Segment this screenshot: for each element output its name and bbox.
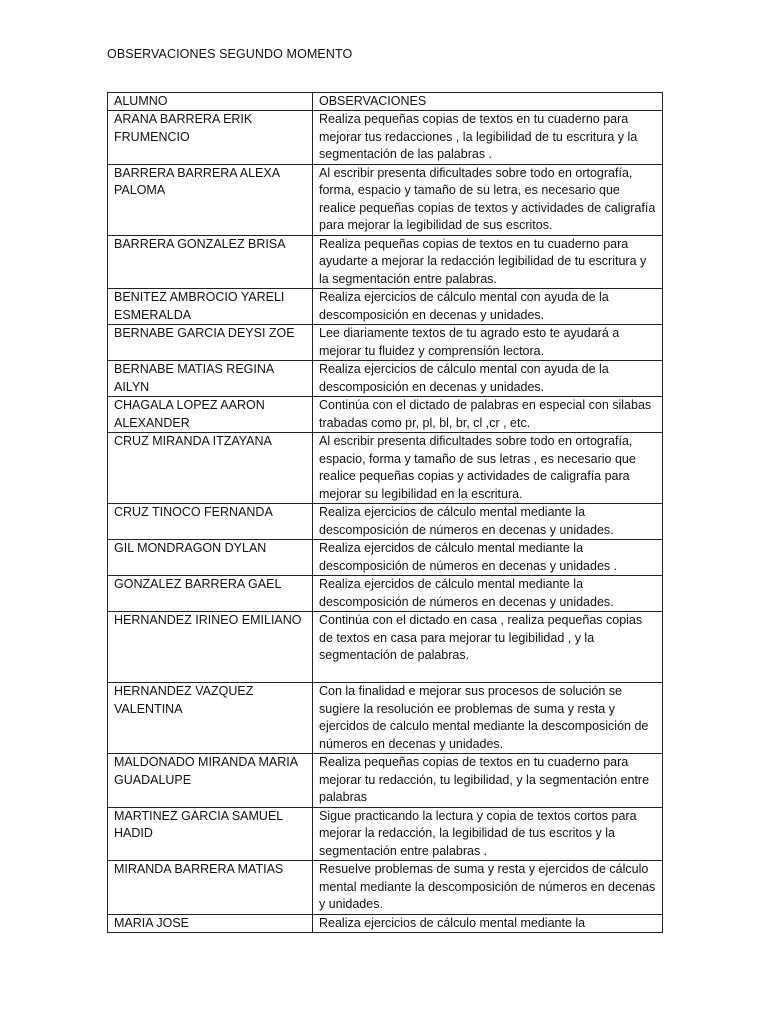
table-row <box>108 361 663 397</box>
table-row <box>108 754 663 808</box>
student-name: BARRERA GONZALEZ BRISA <box>108 235 313 289</box>
student-name: MARTINEZ GARCIA SAMUEL HADID <box>108 807 313 861</box>
observation-text: Resuelve problemas de suma y resta y ejercidos de cálculo mental mediante la descomposición de números en decenas y unidades. <box>313 861 663 915</box>
observation-text: Al escribir presenta dificultades sobre todo en ortografía, forma, espacio y tamaño de su letra, es necesario que realice pequeñas copias de textos y actividades de caligrafía para mejorar la legibilidad de sus escritos. <box>313 164 663 235</box>
observation-text: Realiza pequeñas copias de textos en tu cuaderno para mejorar tus redacciones , la legibilidad de tu escritura y la segmentación de las palabras . <box>313 111 663 165</box>
observation-text: Al escribir presenta dificultades sobre todo en ortografía, espacio, forma y tamaño de sus letras , es necesario que realice pequeñas copias y actividades de caligrafía para mejorar su legibilidad en la escritura. <box>313 433 663 504</box>
student-name: CHAGALA LOPEZ AARON ALEXANDER <box>108 397 313 433</box>
table-row <box>108 504 663 540</box>
table-row <box>108 289 663 325</box>
table-row <box>108 540 663 576</box>
table-row <box>108 914 663 933</box>
table-row <box>108 576 663 612</box>
student-name: GONZALEZ BARRERA GAEL <box>108 576 313 612</box>
observation-text: Realiza ejercicios de cálculo mental mediante la <box>313 914 663 933</box>
observation-text: Realiza ejercicios de cálculo mental con ayuda de la descomposición en decenas y unidades. <box>313 289 663 325</box>
table-row <box>108 683 663 754</box>
student-name: BERNABE GARCIA DEYSI ZOE <box>108 325 313 361</box>
student-name: CRUZ TINOCO FERNANDA <box>108 504 313 540</box>
observation-text: Realiza pequeñas copias de textos en tu cuaderno para mejorar tu redacción, tu legibilidad, y la segmentación entre palabras <box>313 754 663 808</box>
student-name: BENITEZ AMBROCIO YARELI ESMERALDA <box>108 289 313 325</box>
observation-text: Realiza ejercicios de cálculo mental mediante la descomposición de números en decenas y unidades. <box>313 504 663 540</box>
table-row <box>108 111 663 165</box>
table-header-row <box>108 93 663 111</box>
observation-text: Continúa con el dictado de palabras en especial con silabas trabadas como pr, pl, bl, br, cl ,cr , etc. <box>313 397 663 433</box>
observation-text: Realiza ejercidos de cálculo mental mediante la descomposición de números en decenas y unidades. <box>313 576 663 612</box>
table-row <box>108 164 663 235</box>
column-header-alumno: ALUMNO <box>108 93 313 111</box>
student-name: HERNANDEZ VAZQUEZ VALENTINA <box>108 683 313 754</box>
student-name: ARANA BARRERA ERIK FRUMENCIO <box>108 111 313 165</box>
observations-table <box>107 92 663 933</box>
column-header-observaciones: OBSERVACIONES <box>313 93 663 111</box>
observation-text: Sigue practicando la lectura y copia de textos cortos para mejorar la redacción, la legibilidad de tus escritos y la segmentación entre palabras . <box>313 807 663 861</box>
table-row <box>108 325 663 361</box>
table-row <box>108 612 663 683</box>
observation-text: Realiza ejercicios de cálculo mental con ayuda de la descomposición en decenas y unidades. <box>313 361 663 397</box>
table-row <box>108 235 663 289</box>
student-name: CRUZ MIRANDA ITZAYANA <box>108 433 313 504</box>
student-name: BERNABE MATIAS REGINA AILYN <box>108 361 313 397</box>
student-name: BARRERA BARRERA ALEXA PALOMA <box>108 164 313 235</box>
table-row <box>108 861 663 915</box>
table-row <box>108 433 663 504</box>
student-name: GIL MONDRAGON DYLAN <box>108 540 313 576</box>
page-title: OBSERVACIONES SEGUNDO MOMENTO <box>107 47 353 61</box>
student-name: MIRANDA BARRERA MATIAS <box>108 861 313 915</box>
observation-text: Realiza pequeñas copias de textos en tu cuaderno para ayudarte a mejorar la redacción legibilidad de tu escritura y la segmentación entre palabras. <box>313 235 663 289</box>
student-name: MARIA JOSE <box>108 914 313 933</box>
observation-text: Continúa con el dictado en casa , realiza pequeñas copias de textos en casa para mejorar tu legibilidad , y la segmentación de palabras. <box>313 612 663 683</box>
student-name: HERNANDEZ IRINEO EMILIANO <box>108 612 313 683</box>
observation-text: Lee diariamente textos de tu agrado esto te ayudará a mejorar tu fluidez y comprensión lectora. <box>313 325 663 361</box>
student-name: MALDONADO MIRANDA MARIA GUADALUPE <box>108 754 313 808</box>
table-row <box>108 807 663 861</box>
observation-text: Con la finalidad e mejorar sus procesos de solución se sugiere la resolución ee problemas de suma y resta y ejercidos de calculo mental mediante la descomposición de números en decenas y unidades. <box>313 683 663 754</box>
observation-text: Realiza ejercidos de cálculo mental mediante la descomposición de números en decenas y unidades . <box>313 540 663 576</box>
table-row <box>108 397 663 433</box>
